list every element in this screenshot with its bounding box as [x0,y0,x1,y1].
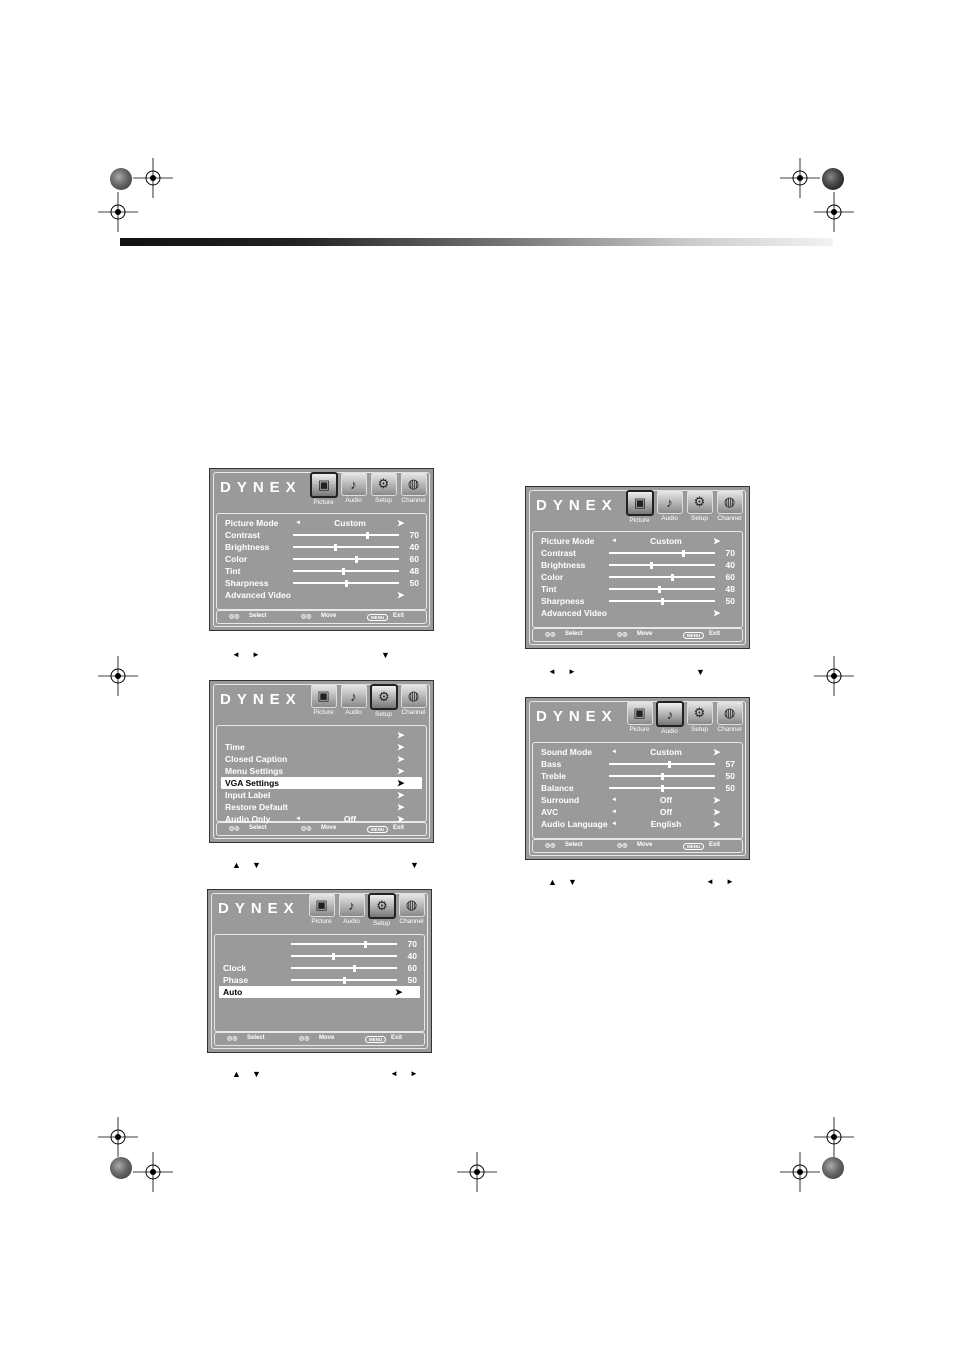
color-registration-dot [822,1157,844,1179]
menu-row-label: Closed Caption [225,754,288,764]
audio-icon: ♪ [341,472,367,496]
menu-row[interactable] [219,938,420,950]
menu-row-value: Custom [334,518,366,528]
caption-arrow-icon: ▼ [568,877,577,887]
menu-tabs [308,893,425,927]
submenu-arrow-icon: ➤ [397,802,405,812]
tab-label: Setup [691,726,708,733]
submenu-arrow-icon: ➤ [397,730,405,740]
tab-label: Picture [629,517,650,524]
menu-row[interactable] [537,607,738,619]
submenu-arrow-icon: ➤ [395,987,403,997]
tab-label: Setup [375,497,392,504]
tab-audio[interactable] [656,701,683,735]
osd-header [526,698,749,740]
picture-icon: ▣ [311,684,337,708]
menu-button-icon: MENU [683,632,704,639]
osd-footer [532,839,743,853]
menu-row-label: Tint [541,584,557,594]
menu-row-label: Treble [541,771,567,781]
slider-track[interactable] [609,787,715,789]
color-registration-dot [110,168,132,190]
tab-picture[interactable] [310,472,337,506]
picture-icon: ▣ [627,701,653,725]
menu-row[interactable] [221,765,422,777]
menu-row-value: Custom [650,536,682,546]
footer-exit-label: Exit [391,1035,403,1041]
footer-select-label: Select [249,613,267,619]
audio-icon: ♪ [656,701,684,727]
channel-icon: ◍ [401,684,427,708]
footer-select-label: Select [249,825,267,831]
footer-exit-label: Exit [393,613,405,619]
move-icon: ◎◎ [299,1036,310,1042]
slider-knob[interactable] [661,785,664,792]
menu-row-label: Advanced Video [225,590,291,600]
tab-channel[interactable] [400,472,427,506]
picture-icon: ▣ [626,490,654,516]
osd-screen-picture_left [209,468,434,631]
submenu-arrow-icon: ➤ [397,778,405,788]
tab-audio[interactable] [656,490,683,524]
slider-value: 70 [725,548,735,558]
menu-row[interactable] [221,577,422,589]
registration-mark-icon [814,192,854,232]
osd-header [210,681,433,723]
menu-row[interactable] [537,547,738,559]
slider-knob[interactable] [342,568,345,575]
select-icon: ◎◎ [229,826,240,832]
registration-mark-icon [457,1152,497,1192]
submenu-arrow-icon: ➤ [397,766,405,776]
caption-arrow-icon: ▼ [381,650,390,660]
slider-track[interactable] [609,588,715,590]
slider-track[interactable] [291,979,397,981]
menu-row[interactable] [221,565,422,577]
select-icon: ◎◎ [229,614,240,620]
left-arrow-icon: ◄ [611,797,617,803]
menu-row[interactable] [221,589,422,601]
menu-row[interactable] [221,529,422,541]
select-icon: ◎◎ [545,632,556,638]
channel-icon: ◍ [399,893,425,917]
registration-mark-icon [780,1152,820,1192]
caption-arrow-icon: ▼ [252,1069,261,1079]
registration-mark-icon [814,1117,854,1157]
menu-row-label: Auto [223,987,243,997]
menu-row[interactable] [221,777,422,789]
menu-row[interactable] [537,806,738,818]
tab-label: Setup [691,515,708,522]
menu-row-label: Brightness [225,542,270,552]
menu-row-value: English [650,819,682,829]
right-arrow-icon: ➤ [397,518,405,528]
color-registration-dot [110,1157,132,1179]
tab-label: Picture [313,709,334,716]
slider-value: 70 [409,530,419,540]
caption-arrow-icon: ▼ [696,667,705,677]
tab-label: Channel [401,497,426,504]
menu-row[interactable] [221,553,422,565]
tab-setup[interactable] [370,684,397,718]
caption-arrow-icon: ◄ [706,877,714,886]
menu-tabs [310,684,427,718]
slider-value: 50 [725,771,735,781]
menu-row-label: Audio Language [541,819,608,829]
tab-picture[interactable] [626,701,653,735]
menu-row-label: Contrast [541,548,576,558]
tab-picture[interactable] [310,684,337,718]
menu-row[interactable] [219,974,420,986]
tab-label: Audio [345,709,362,716]
menu-row-label: Picture Mode [225,518,279,528]
caption-arrow-icon: ◄ [390,1069,398,1078]
slider-knob[interactable] [682,550,685,557]
slider-value: 60 [409,554,419,564]
tab-setup[interactable] [368,893,395,927]
menu-row[interactable] [537,782,738,794]
submenu-arrow-icon: ➤ [713,608,721,618]
move-icon: ◎◎ [617,632,628,638]
audio-icon: ♪ [341,684,367,708]
footer-exit-label: Exit [709,631,721,637]
slider-track[interactable] [609,576,715,578]
menu-row-label: Sharpness [541,596,585,606]
left-arrow-icon: ◄ [611,809,617,815]
footer-select-label: Select [247,1035,265,1041]
menu-tabs [310,472,427,506]
caption-arrow-icon: ► [568,667,576,676]
right-arrow-icon: ➤ [713,536,721,546]
osd-header [210,469,433,511]
submenu-arrow-icon: ➤ [397,790,405,800]
tab-label: Audio [345,497,362,504]
menu-row[interactable] [537,746,738,758]
menu-row-label: Color [541,572,564,582]
channel-icon: ◍ [401,472,427,496]
menu-button-icon: MENU [367,826,388,833]
move-icon: ◎◎ [617,843,628,849]
registration-mark-icon [814,656,854,696]
caption-arrow-icon: ◄ [232,650,240,659]
slider-track[interactable] [609,600,715,602]
slider-track[interactable] [291,943,397,945]
right-arrow-icon: ➤ [713,819,721,829]
menu-button-icon: MENU [367,614,388,621]
menu-row-label: Menu Settings [225,766,284,776]
right-arrow-icon: ➤ [713,807,721,817]
slider-knob[interactable] [355,556,358,563]
slider-knob[interactable] [364,941,367,948]
dynex-logo: DYNEX [218,900,300,917]
registration-mark-icon [98,656,138,696]
slider-knob[interactable] [332,953,335,960]
tab-label: Picture [311,918,332,925]
channel-icon: ◍ [717,490,743,514]
menu-row[interactable] [221,753,422,765]
menu-row[interactable] [219,986,420,998]
slider-track[interactable] [291,967,397,969]
slider-track[interactable] [293,534,399,536]
slider-track[interactable] [293,582,399,584]
osd-header [208,890,431,932]
tab-label: Setup [373,920,390,927]
setup-icon: ⚙ [687,490,713,514]
slider-value: 50 [407,975,417,985]
footer-move-label: Move [321,825,337,831]
dynex-logo: DYNEX [536,497,618,514]
menu-row-label: Color [225,554,248,564]
slider-value: 40 [407,951,417,961]
footer-move-label: Move [637,631,653,637]
header-gradient-bar [120,238,833,246]
menu-row[interactable] [219,950,420,962]
osd-footer [216,610,427,624]
menu-button-icon: MENU [683,843,704,850]
left-arrow-icon: ◄ [295,816,301,822]
picture-icon: ▣ [310,472,338,498]
slider-track[interactable] [609,564,715,566]
slider-knob[interactable] [658,586,661,593]
menu-row[interactable] [221,729,422,741]
menu-row[interactable] [537,559,738,571]
menu-row[interactable] [537,595,738,607]
tab-audio[interactable] [340,472,367,506]
menu-row-label: Advanced Video [541,608,607,618]
menu-row-label: Audio Only [225,814,271,824]
footer-move-label: Move [637,842,653,848]
setup-icon: ⚙ [370,684,398,710]
move-icon: ◎◎ [301,614,312,620]
footer-move-label: Move [319,1035,335,1041]
osd-screen-vga [207,889,432,1053]
right-arrow-icon: ➤ [713,747,721,757]
tab-label: Picture [313,499,334,506]
slider-value: 50 [725,596,735,606]
registration-mark-icon [98,1117,138,1157]
slider-knob[interactable] [353,965,356,972]
slider-track[interactable] [609,763,715,765]
select-icon: ◎◎ [545,843,556,849]
menu-row[interactable] [537,758,738,770]
slider-track[interactable] [293,558,399,560]
menu-row-label: Bass [541,759,562,769]
caption-arrow-icon: ▲ [548,877,557,887]
select-icon: ◎◎ [227,1036,238,1042]
menu-tabs [626,701,743,735]
tab-setup[interactable] [370,472,397,506]
color-registration-dot [822,168,844,190]
menu-row-label: Restore Default [225,802,288,812]
slider-value: 60 [407,963,417,973]
slider-value: 50 [409,578,419,588]
caption-arrow-icon: ► [726,877,734,886]
menu-row[interactable] [221,801,422,813]
menu-row[interactable] [221,517,422,529]
menu-row-label: Contrast [225,530,260,540]
tab-label: Audio [661,728,678,735]
menu-row-label: AVC [541,807,559,817]
osd-screen-picture_right [525,486,750,649]
setup-icon: ⚙ [371,472,397,496]
slider-knob[interactable] [650,562,653,569]
tab-channel[interactable] [398,893,425,927]
slider-knob[interactable] [366,532,369,539]
slider-track[interactable] [293,570,399,572]
slider-track[interactable] [293,546,399,548]
tab-channel[interactable] [716,701,743,735]
footer-exit-label: Exit [709,842,721,848]
submenu-arrow-icon: ➤ [397,590,405,600]
osd-footer [214,1032,425,1046]
slider-knob[interactable] [671,574,674,581]
audio-icon: ♪ [657,490,683,514]
menu-row[interactable] [537,571,738,583]
footer-exit-label: Exit [393,825,405,831]
tab-setup[interactable] [686,490,713,524]
slider-knob[interactable] [668,761,671,768]
osd-menu-body [216,725,427,822]
left-arrow-icon: ◄ [611,821,617,827]
menu-row-label: Brightness [541,560,586,570]
move-icon: ◎◎ [301,826,312,832]
slider-knob[interactable] [343,977,346,984]
menu-row-value: Custom [650,747,682,757]
audio-icon: ♪ [339,893,365,917]
dynex-logo: DYNEX [220,479,302,496]
slider-track[interactable] [609,552,715,554]
slider-track[interactable] [609,775,715,777]
osd-footer [532,628,743,642]
caption-arrow-icon: ▼ [410,860,419,870]
footer-move-label: Move [321,613,337,619]
left-arrow-icon: ◄ [295,520,301,526]
submenu-arrow-icon: ➤ [397,742,405,752]
menu-row[interactable] [537,794,738,806]
osd-menu-body [532,531,743,628]
slider-value: 40 [409,542,419,552]
slider-value: 40 [725,560,735,570]
footer-select-label: Select [565,842,583,848]
menu-row[interactable] [221,789,422,801]
left-arrow-icon: ◄ [611,749,617,755]
osd-menu-body [216,513,427,610]
tab-label: Channel [717,726,742,733]
slider-value: 70 [407,939,417,949]
menu-row-label: Surround [541,795,580,805]
tab-label: Channel [717,515,742,522]
menu-row-label: Tint [225,566,241,576]
channel-icon: ◍ [717,701,743,725]
caption-arrow-icon: ▲ [232,860,241,870]
menu-row-label: Time [225,742,245,752]
registration-mark-icon [98,192,138,232]
menu-row[interactable] [537,583,738,595]
menu-row-label: Picture Mode [541,536,595,546]
tab-picture[interactable] [308,893,335,927]
menu-row[interactable] [537,535,738,547]
tab-setup[interactable] [686,701,713,735]
registration-mark-icon [133,1152,173,1192]
caption-arrow-icon: ◄ [548,667,556,676]
slider-value: 48 [409,566,419,576]
menu-button-icon: MENU [365,1036,386,1043]
menu-row[interactable] [219,962,420,974]
dynex-logo: DYNEX [220,691,302,708]
menu-row-label: Sound Mode [541,747,592,757]
menu-row[interactable] [221,741,422,753]
slider-knob[interactable] [661,598,664,605]
menu-row-label: Balance [541,783,574,793]
registration-mark-icon [133,158,173,198]
right-arrow-icon: ➤ [713,795,721,805]
slider-knob[interactable] [345,580,348,587]
menu-row-label: VGA Settings [225,778,279,788]
menu-row-label: Sharpness [225,578,269,588]
tab-label: Audio [661,515,678,522]
tab-audio[interactable] [338,893,365,927]
tab-label: Picture [629,726,650,733]
menu-row[interactable] [537,818,738,830]
menu-row-label: Clock [223,963,247,973]
tab-channel[interactable] [400,684,427,718]
slider-value: 57 [725,759,735,769]
slider-value: 60 [725,572,735,582]
menu-row-value: Off [659,807,673,817]
footer-select-label: Select [565,631,583,637]
osd-screen-audio [525,697,750,860]
osd-screen-setup [209,680,434,843]
setup-icon: ⚙ [687,701,713,725]
caption-arrow-icon: ► [410,1069,418,1078]
setup-icon: ⚙ [368,893,396,919]
dynex-logo: DYNEX [536,708,618,725]
caption-arrow-icon: ▼ [252,860,261,870]
osd-menu-body [214,934,425,1032]
right-arrow-icon: ➤ [397,814,405,824]
tab-label: Channel [399,918,424,925]
submenu-arrow-icon: ➤ [397,754,405,764]
tab-channel[interactable] [716,490,743,524]
left-arrow-icon: ◄ [611,538,617,544]
menu-row[interactable] [221,541,422,553]
slider-value: 50 [725,783,735,793]
osd-menu-body [532,742,743,839]
tab-label: Audio [343,918,360,925]
picture-icon: ▣ [309,893,335,917]
osd-header [526,487,749,529]
tab-audio[interactable] [340,684,367,718]
menu-row-value: Off [659,795,673,805]
tab-picture[interactable] [626,490,653,524]
menu-row[interactable] [537,770,738,782]
caption-arrow-icon: ▲ [232,1069,241,1079]
slider-track[interactable] [291,955,397,957]
menu-row-value: Off [343,814,357,824]
caption-arrow-icon: ► [252,650,260,659]
tab-label: Channel [401,709,426,716]
osd-footer [216,822,427,836]
menu-row-label: Phase [223,975,249,985]
tab-label: Setup [375,711,392,718]
slider-value: 48 [725,584,735,594]
menu-tabs [626,490,743,524]
slider-knob[interactable] [334,544,337,551]
menu-row-label: Input Label [225,790,271,800]
slider-knob[interactable] [661,773,664,780]
